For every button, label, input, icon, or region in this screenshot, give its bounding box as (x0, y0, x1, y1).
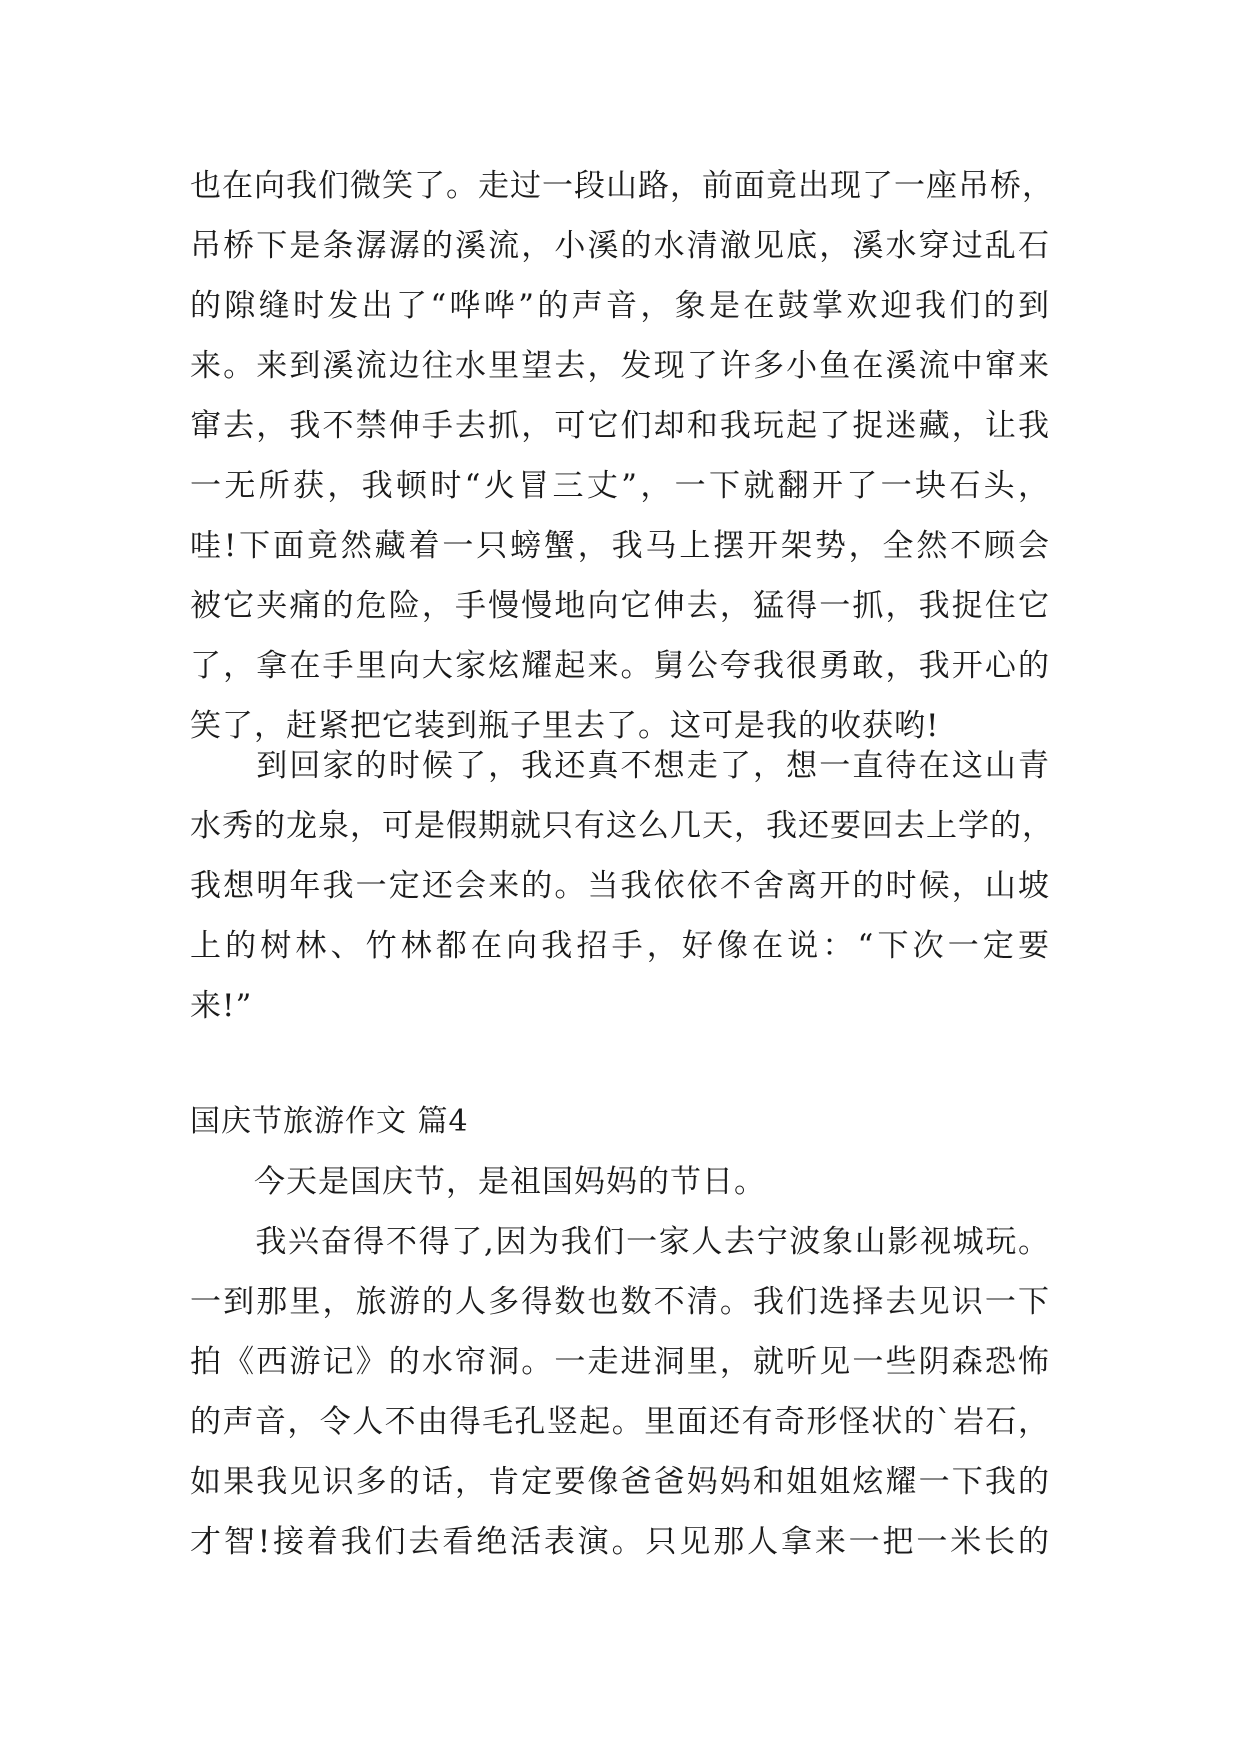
text-line: 今天是国庆节，是祖国妈妈的节日。 (190, 1164, 766, 1200)
text-line: 到回家的时候了，我还真不想走了，想一直待在这山青 (190, 748, 1050, 784)
text-line: 才智!接着我们去看绝活表演。只见那人拿来一把一米长的 (190, 1524, 1050, 1560)
text-line: 的声音，令人不由得毛孔竖起。里面还有奇形怪状的`岩石， (190, 1404, 1050, 1440)
text-line: 我想明年我一定还会来的。当我依依不舍离开的时候，山坡 (190, 868, 1050, 904)
paragraph-2 (190, 736, 1054, 1036)
text-line: 我兴奋得不得了,因为我们一家人去宁波象山影视城玩。 (190, 1224, 1050, 1260)
text-line: 拍《西游记》的水帘洞。一走进洞里，就听见一些阴森恐怖 (190, 1344, 1050, 1380)
section-heading: 国庆节旅游作文 篇4 (190, 1104, 469, 1139)
text-line: 一无所获，我顿时“火冒三丈”，一下就翻开了一块石头， (190, 468, 1050, 504)
text-line: 来!” (190, 988, 253, 1024)
paragraph-1 (190, 156, 1054, 756)
text-line: 水秀的龙泉，可是假期就只有这么几天，我还要回去上学的， (190, 808, 1054, 844)
text-line: 来。来到溪流边往水里望去，发现了许多小鱼在溪流中窜来 (190, 348, 1050, 384)
paragraph-4 (190, 1212, 1050, 1572)
text-line: 吊桥下是条潺潺的溪流，小溪的水清澈见底，溪水穿过乱石 (190, 228, 1050, 264)
text-line: 被它夹痛的危险，手慢慢地向它伸去，猛得一抓，我捉住它 (190, 588, 1050, 624)
text-line: 也在向我们微笑了。走过一段山路，前面竟出现了一座吊桥， (190, 168, 1054, 204)
text-line: 窜去，我不禁伸手去抓，可它们却和我玩起了捉迷藏，让我 (190, 408, 1050, 444)
text-line: 一到那里，旅游的人多得数也数不清。我们选择去见识一下 (190, 1284, 1050, 1320)
text-line: 如果我见识多的话，肯定要像爸爸妈妈和姐姐炫耀一下我的 (190, 1464, 1050, 1500)
text-line: 哇!下面竟然藏着一只螃蟹，我马上摆开架势，全然不顾会 (190, 528, 1050, 564)
text-line: 笑了，赶紧把它装到瓶子里去了。这可是我的收获哟! (190, 708, 940, 744)
text-line: 的隙缝时发出了“哗哗”的声音，象是在鼓掌欢迎我们的到 (190, 288, 1050, 324)
text-line: 了，拿在手里向大家炫耀起来。舅公夸我很勇敢，我开心的 (190, 648, 1050, 684)
paragraph-3 (190, 1152, 1050, 1212)
text-line: 上的树林、竹林都在向我招手，好像在说：“下次一定要 (190, 928, 1050, 964)
